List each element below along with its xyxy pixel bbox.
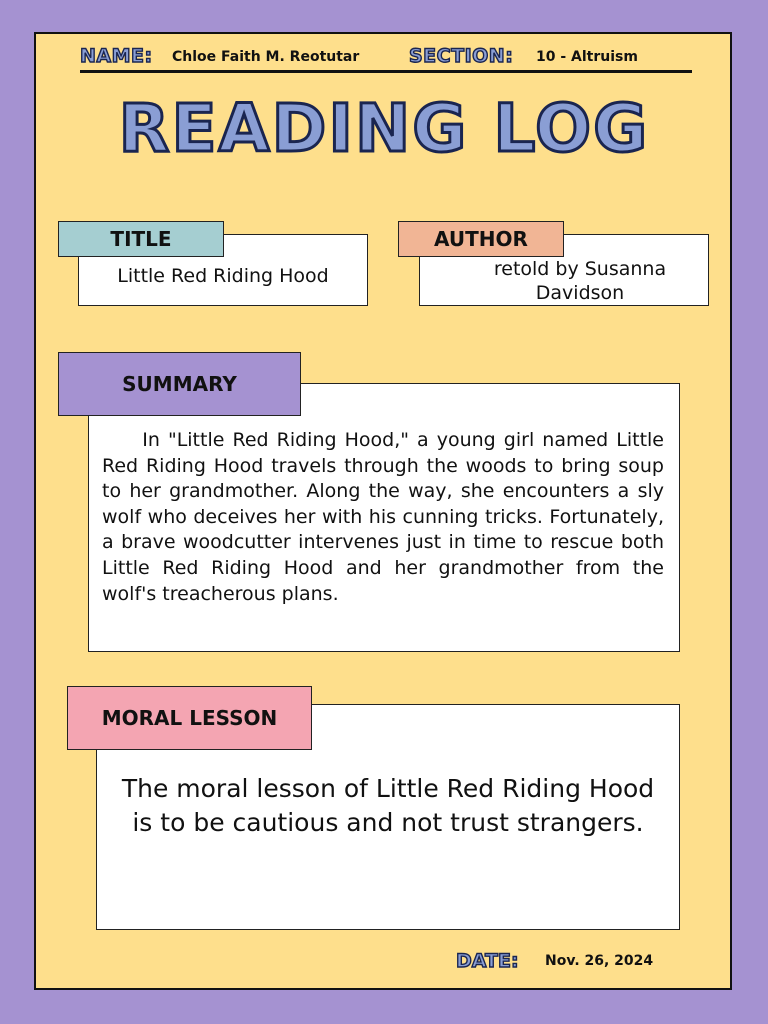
author-tag: AUTHOR — [398, 221, 564, 257]
name-label: NAME: — [80, 45, 153, 67]
date-label: DATE: — [456, 950, 519, 972]
page-title: READING LOG — [118, 90, 650, 167]
header-divider — [80, 70, 692, 73]
title-tag: TITLE — [58, 221, 224, 257]
book-title-value: Little Red Riding Hood — [117, 265, 329, 287]
summary-tag: SUMMARY — [58, 352, 301, 416]
summary-text: In "Little Red Riding Hood," a young girl named Little Red Riding Hood travels through the woods to bring soup to her grandmother. Along the way, she encounters a sly wolf who deceives her with his cunning tricks. Fortunately, a brave woodcutter intervenes just in time to rescue both Little Red Riding Hood and her grandmother from the wolf's treacherous plans. — [102, 429, 664, 605]
section-label: SECTION: — [409, 45, 514, 67]
section-value: 10 - Altruism — [536, 49, 638, 65]
moral-tag: MORAL LESSON — [67, 686, 312, 750]
author-value: retold by Susanna Davidson — [493, 258, 667, 304]
date-value: Nov. 26, 2024 — [545, 953, 654, 969]
name-value: Chloe Faith M. Reotutar — [172, 49, 360, 65]
moral-text: The moral lesson of Little Red Riding Hood is to be cautious and not trust strangers. — [121, 774, 655, 837]
